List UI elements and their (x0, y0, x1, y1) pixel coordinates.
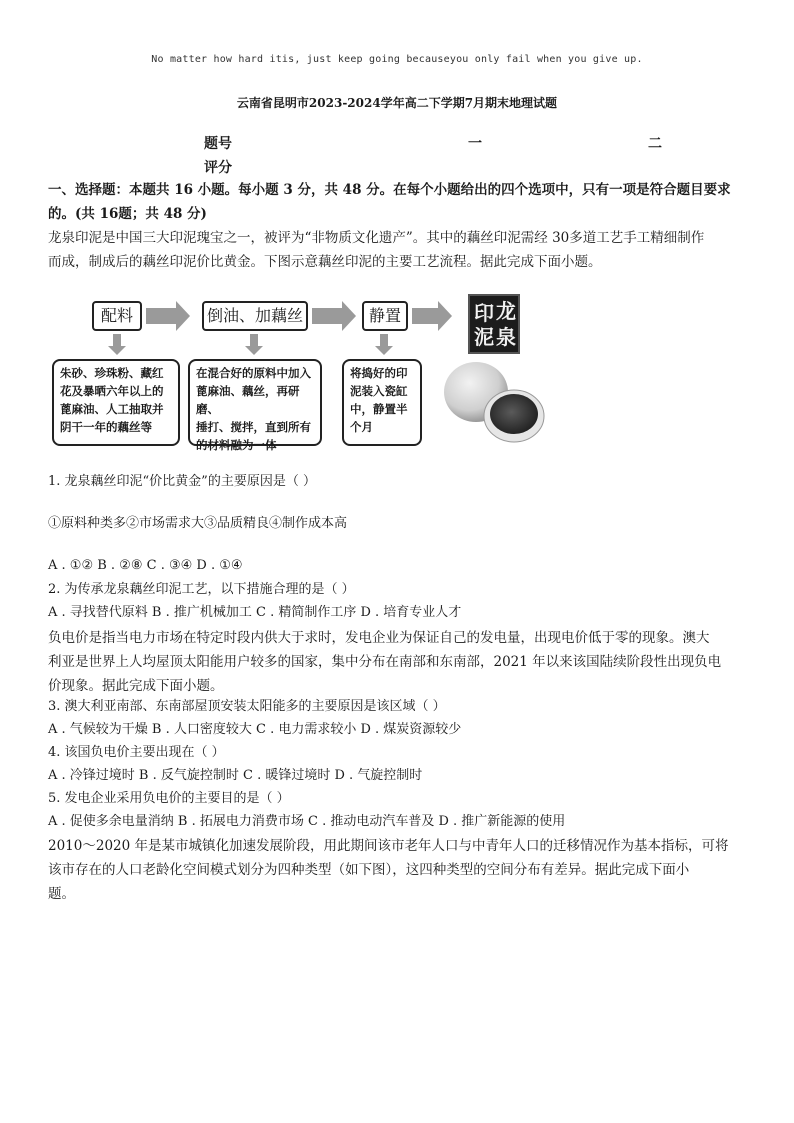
passage-1-line-1: 龙泉印泥是中国三大印泥瑰宝之一，被评为“非物质文化遗产”。其中的藕丝印泥需经 30多道工艺手工精细制作 (48, 230, 705, 246)
detail-2-line-4: 的材料融为一体 (196, 438, 277, 452)
detail-3-line-2: 泥装入瓷缸 (350, 384, 408, 398)
passage-3-line-3: 题。 (48, 886, 75, 902)
question-5-options: A . 促使多余电量消纳 B . 拓展电力消费市场 C . 推动电动汽车普及 D . 推广新能源的使用 (48, 814, 566, 829)
section-heading-line-1: 一、选择题：本题共 16 小题。每小题 3 分，共 48 分。在每个小题给出的四个选项中，只有一项是符合题目要求 (48, 182, 731, 198)
score-table-score-label: 评分 (204, 160, 232, 176)
question-3-options: A . 气候较为干燥 B . 人口密度较大 C . 电力需求较小 D . 煤炭资源较少 (48, 722, 462, 737)
question-2-options: A . 寻找替代原料 B . 推广机械加工 C . 精简制作工序 D . 培育专业人才 (48, 605, 462, 620)
arrow-right-icon (146, 301, 190, 331)
detail-1-line-3: 蓖麻油、人工抽取并 (60, 402, 164, 416)
arrow-right-icon (412, 301, 452, 331)
question-4-options: A . 冷锋过境时 B . 反气旋控制时 C . 暖锋过境时 D . 气旋控制时 (48, 768, 423, 783)
detail-2-line-2: 蓖麻油、藕丝，再研磨、 (196, 384, 300, 416)
inkpad-photo (440, 358, 550, 448)
passage-3-line-1: 2010～2020 年是某市城镇化加速发展阶段，用此期间该市老年人口与中青年人口的迁移情况作为基本指标，可将 (48, 838, 729, 854)
passage-1-line-2: 而成，制成后的藕丝印泥价比黄金。下图示意藕丝印泥的主要工艺流程。据此完成下面小题。 (48, 254, 602, 270)
question-2: 2. 为传承龙泉藕丝印泥工艺，以下措施合理的是（ ） (48, 582, 355, 597)
stamp-char-3: 泥 (474, 325, 494, 349)
step-box-2: 倒油、加藕丝 (202, 301, 308, 331)
arrow-down-icon (108, 334, 126, 355)
question-1-items: ①原料种类多②市场需求大③品质精良④制作成本高 (48, 516, 348, 531)
stamp-char-2: 龙 (496, 299, 516, 323)
question-1-options: A . ①② B . ②⑧ C . ③④ D . ①④ (48, 558, 243, 573)
passage-2-line-3: 价现象。据此完成下面小题。 (48, 678, 224, 694)
inkpad-ink-shape (490, 394, 538, 434)
question-1: 1. 龙泉藕丝印泥“价比黄金”的主要原因是（ ） (48, 474, 316, 489)
question-3: 3. 澳大利亚南部、东南部屋顶安装太阳能多的主要原因是该区域（ ） (48, 699, 446, 714)
passage-2-line-1: 负电价是指当电力市场在特定时段内供大于求时，发电企业为保证自己的发电量，出现电价低于零的现象。澳大 (48, 630, 710, 646)
document-title: 云南省昆明市2023-2024学年高二下学期7月期末地理试题 (236, 96, 558, 110)
score-table-col-1: 一 (468, 136, 482, 152)
score-table-question-label: 题号 (204, 136, 232, 152)
question-5: 5. 发电企业采用负电价的主要目的是（ ） (48, 791, 290, 806)
question-4: 4. 该国负电价主要出现在（ ） (48, 745, 225, 760)
detail-3-line-1: 将捣好的印 (350, 366, 408, 380)
passage-2-line-2: 利亚是世界上人均屋顶太阳能用户较多的国家，集中分布在南部和东南部，2021 年以来该国陆续阶段性出现负电 (48, 654, 722, 670)
passage-3-line-2: 该市存在的人口老龄化空间模式划分为四种类型（如下图），这四种类型的空间分布有差异。据此完成下面小 (48, 862, 690, 878)
motto-text: No matter how hard itis, just keep going becauseyou only fail when you give up. (151, 54, 643, 65)
stamp-char-1: 印 (474, 301, 494, 325)
longquan-stamp-logo (468, 294, 520, 354)
arrow-down-icon (245, 334, 263, 355)
stamp-char-4: 泉 (496, 325, 516, 349)
detail-1-line-1: 朱砂、珍珠粉、藏红 (60, 366, 164, 380)
arrow-down-icon (375, 334, 393, 355)
step-box-1: 配料 (92, 301, 142, 331)
detail-1-line-2: 花及暴晒六年以上的 (60, 384, 164, 398)
arrow-right-icon (312, 301, 356, 331)
detail-3-line-4: 个月 (350, 420, 373, 434)
detail-1-line-4: 阴干一年的藕丝等 (60, 420, 152, 434)
score-table-col-2: 二 (648, 136, 662, 152)
detail-box-2 (188, 359, 322, 452)
detail-box-1 (52, 359, 180, 446)
detail-2-line-3: 捶打、搅拌，直到所有 (196, 420, 311, 434)
step-box-3: 静置 (362, 301, 408, 331)
section-heading-line-2: 的。(共 16题；共 48 分) (48, 206, 207, 222)
detail-box-3 (342, 359, 422, 446)
detail-3-line-3: 中，静置半 (350, 402, 408, 416)
detail-2-line-1: 在混合好的原料中加入 (196, 366, 311, 380)
